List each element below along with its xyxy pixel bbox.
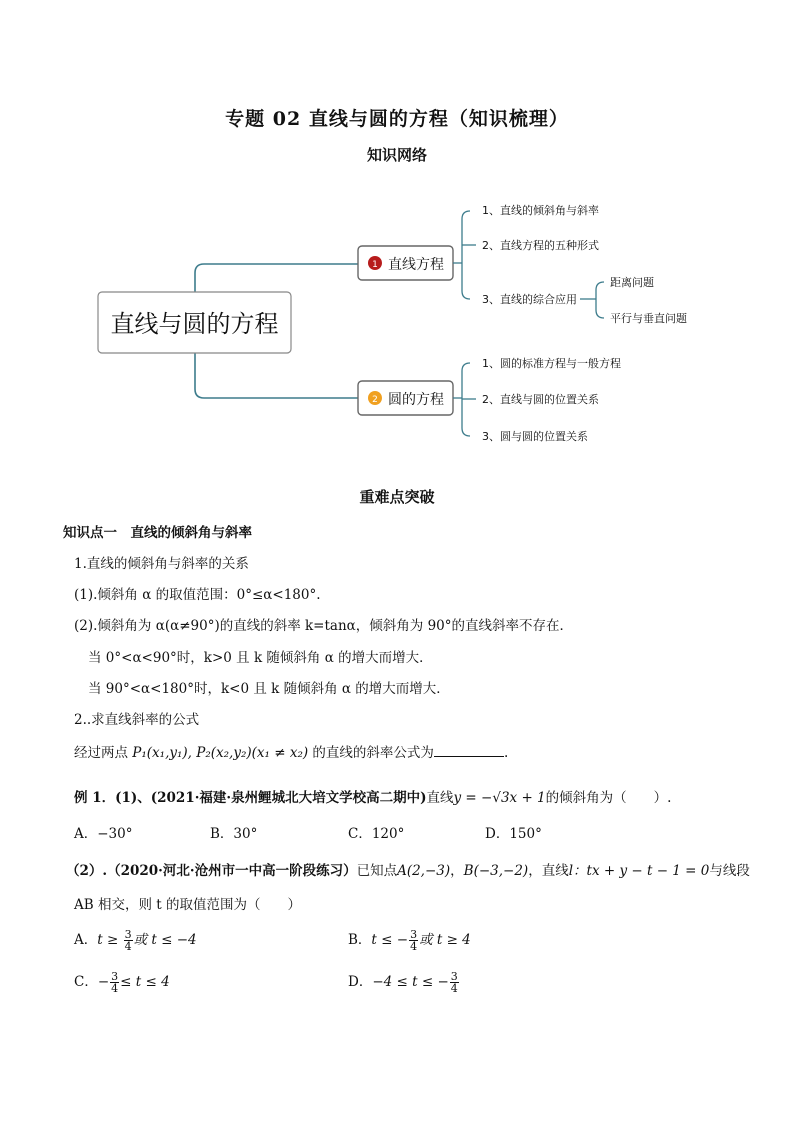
branch-1-subitem-1: 距离问题 (610, 276, 654, 289)
mindmap-branch-line (358, 246, 453, 280)
mindmap-root-label: 直线与圆的方程 (110, 310, 279, 338)
branch-1-subitem-2: 平行与垂直问题 (610, 312, 687, 325)
formula-text-a: 经过两点 (74, 745, 133, 761)
point-b: B(−3,−2) (463, 863, 529, 879)
formula-end: . (503, 745, 509, 761)
kp1-subheading-1: 1.直线的倾斜角与斜率的关系 (74, 556, 249, 572)
fraction-numerator: 3 (111, 970, 119, 983)
q1-option-d: D．150° (485, 826, 542, 842)
option-pre: t ≥ (97, 932, 123, 948)
fraction-numerator: 3 (124, 928, 132, 941)
line-l-equation: l：tx + y − t − 1 = 0 (568, 863, 710, 879)
mind-map (0, 185, 794, 455)
branch-1-item-1: 1、直线的倾斜角与斜率 (482, 204, 599, 217)
fraction-numerator: 3 (410, 928, 418, 941)
fraction-denominator: 4 (124, 940, 132, 953)
example-1-q1-equation: y = −√3x + 1 (453, 790, 546, 806)
option-post: 或 t ≥ 4 (419, 932, 471, 948)
example-1-q2-sep: ， (450, 863, 464, 879)
point-a: A(2,−3) (397, 863, 451, 879)
fraction (450, 971, 459, 994)
option-post: 或 t ≤ −4 (133, 932, 197, 948)
example-1-q1-label: 例 1．(1)、(2021·福建·泉州鲤城北大培文学校高二期中) (74, 790, 427, 806)
example-1-q1-tail: 的倾斜角为（ ）. (545, 790, 672, 806)
fraction-denominator: 4 (450, 982, 458, 995)
q2-option-d (348, 970, 460, 994)
fraction-denominator: 4 (111, 982, 119, 995)
example-1-q2-continuation: AB 相交，则 t 的取值范围为（ ） (74, 897, 301, 913)
branch-2-item-2: 2、直线与圆的位置关系 (482, 393, 599, 406)
option-label: B． (348, 932, 372, 948)
kp1-subheading-2: 2..求直线斜率的公式 (74, 712, 200, 728)
example-1-q2 (66, 859, 750, 879)
example-1-q2-text-b: ，直线 (528, 863, 569, 879)
option-label: A． (74, 932, 98, 948)
q1-option-a: A．−30° (74, 826, 133, 842)
key-points-heading: 重难点突破 (359, 488, 435, 506)
badge-1: 1 (372, 260, 378, 270)
kp1-heading: 知识点一 直线的倾斜角与斜率 (63, 525, 252, 541)
branch-2-item-1: 1、圆的标准方程与一般方程 (482, 357, 621, 370)
page-title: 专题 02 直线与圆的方程（知识梳理） (225, 108, 569, 130)
kp1-slope-formula (74, 741, 508, 761)
formula-text-b: 的直线的斜率公式为 (308, 745, 434, 761)
fraction (124, 929, 133, 952)
branch-2-item-3: 3、圆与圆的位置关系 (482, 430, 588, 443)
option-pre: −4 ≤ t ≤ − (372, 974, 449, 990)
example-1-q2-text-c: 与线段 (709, 863, 750, 879)
kp1-paragraph-3: 当 0°<α<90°时，k>0 且 k 随倾斜角 α 的增大而增大． (88, 650, 433, 666)
example-1-q2-label: （2）.（2020·河北·沧州市一中高一阶段练习） (66, 863, 357, 879)
branch-1-item-3: 3、直线的综合应用 (482, 293, 577, 306)
fraction (110, 971, 119, 994)
option-post: ≤ t ≤ 4 (120, 974, 170, 990)
fraction-numerator: 3 (450, 970, 458, 983)
q2-option-a (74, 928, 197, 952)
fraction (409, 929, 418, 952)
option-pre: − (97, 974, 110, 990)
branch-1-label: 直线方程 (388, 257, 444, 273)
kp1-paragraph-4: 当 90°<α<180°时，k<0 且 k 随倾斜角 α 的增大而增大． (88, 681, 450, 697)
formula-points: P₁(x₁,y₁), P₂(x₂,y₂)(x₁ ≠ x₂) (132, 745, 309, 761)
answer-blank (434, 744, 504, 757)
example-1-q2-text-a: 已知点 (356, 863, 398, 879)
branch-1-item-2: 2、直线方程的五种形式 (482, 239, 599, 252)
fraction-denominator: 4 (410, 940, 418, 953)
badge-2: 2 (372, 395, 378, 405)
q2-option-b (348, 928, 471, 952)
branch-2-label: 圆的方程 (388, 392, 444, 408)
mindmap-root (98, 292, 291, 353)
option-pre: t ≤ − (371, 932, 409, 948)
q1-option-c: C．120° (348, 826, 405, 842)
kp1-paragraph-2: (2).倾斜角为 α(α≠90°)的直线的斜率 k=tanα，倾斜角为 90°的直线斜率不存在． (74, 618, 573, 634)
example-1-q1-text: 直线 (426, 790, 454, 806)
kp1-paragraph-1: (1).倾斜角 α 的取值范围：0°≤α<180°. (74, 587, 321, 603)
example-1-q1 (74, 786, 671, 806)
q2-option-c (74, 970, 170, 994)
network-heading: 知识网络 (366, 146, 427, 164)
mindmap-branch-circle (358, 381, 453, 415)
q1-option-b: B．30° (210, 826, 258, 842)
option-label: C． (74, 974, 98, 990)
option-label: D． (348, 974, 373, 990)
